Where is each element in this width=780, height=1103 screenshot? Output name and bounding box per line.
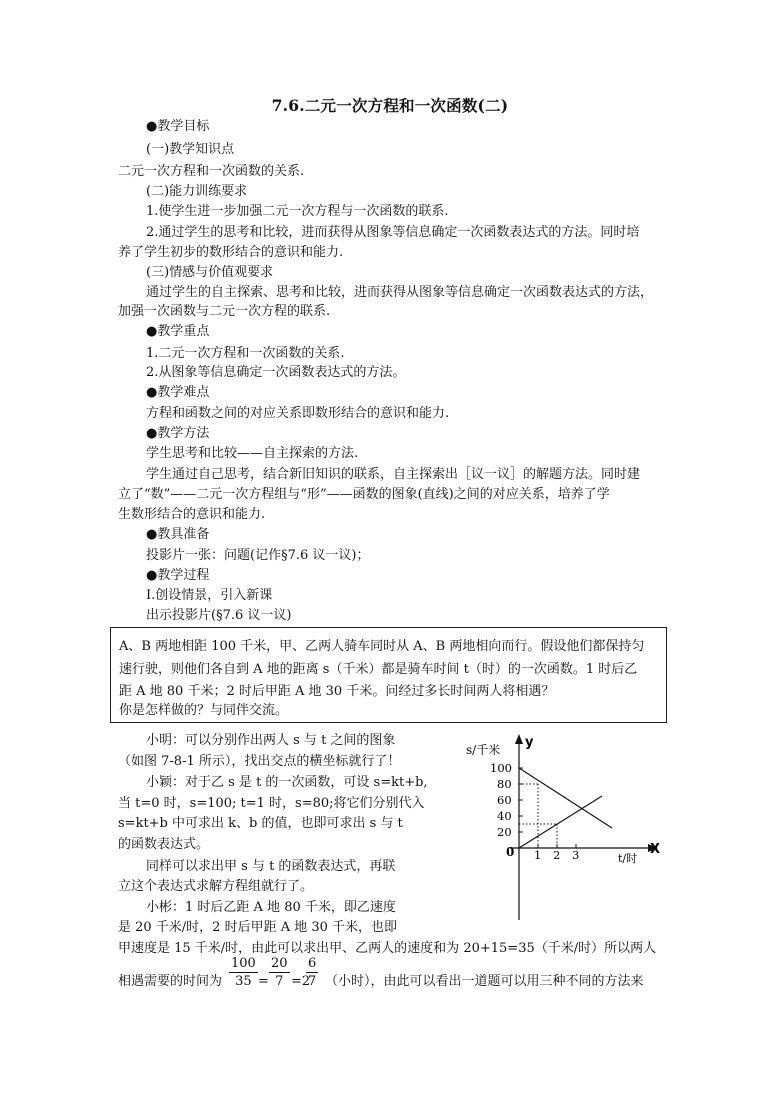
subheading: (一)教学知识点 [146,142,235,157]
section-heading: ●教具准备 [146,527,210,542]
paragraph: 小颖：对于乙 s 是 t 的一次函数，可设 s=kt+b, [146,775,428,790]
y-axis-arrow [515,734,523,744]
y-tick-label: 60 [497,793,512,807]
paragraph: 学生思考和比较——自主探索的方法. [146,446,359,461]
y-tick-label: 20 [497,825,512,839]
numerator: 6 [308,956,317,971]
paragraph: 加强一次函数与二元一次方程的联系. [118,304,331,319]
fraction-1 [229,955,258,990]
section-heading: ●教学难点 [146,385,210,400]
problem-box [110,627,667,723]
paragraph: 的函数表达式。 [118,837,210,852]
numerator: 100 [231,956,256,971]
distance-time-graph [464,730,674,930]
subheading: (三)情感与价值观要求 [146,265,274,280]
paragraph: 生数形结合的意识和能力. [118,507,266,522]
problem-line: A、B 两地相距 100 千米，甲、乙两人骑车同时从 A、B 两地相向而行。假设他们都保持匀 [119,639,645,654]
paragraph: 相遇需要的时间为 [118,974,223,989]
numerator: 20 [271,956,288,971]
paragraph: 养了学生初步的数形结合的意识和能力. [118,245,344,260]
origin-label: 0 [506,845,515,859]
paragraph: 当 t=0 时，s=100; t=1 时，s=80;将它们分别代入 [118,796,425,811]
section-heading: ●教学过程 [146,568,210,583]
paragraph: 二元一次方程和一次函数的关系. [118,164,305,179]
paragraph: 小彬：1 时后乙距 A 地 80 千米，即乙速度 [146,900,396,915]
paragraph: 出示投影片(§7.6 议一议) [146,608,292,623]
paragraph: 2.通过学生的思考和比较，进而获得从图象等信息确定一次函数表达式的方法。同时培 [146,225,640,240]
equals-two: =2 [291,974,311,989]
x-axis-unit: t/时 [618,852,638,865]
page-title: 7.6.二元一次方程和一次函数(二) [271,96,509,115]
paragraph: 立了“数”——二元一次方程组与“形”——函数的图象(直线)之间的对应关系，培养了学 [118,487,610,502]
paragraph: 方程和函数之间的对应关系即数形结合的意识和能力. [146,406,450,421]
denominator: 7 [308,974,317,989]
line-jia [519,796,602,848]
y-tick-label: 100 [490,761,512,775]
denominator: 35 [235,974,252,989]
y-axis-letter: y [525,735,534,750]
paragraph: （小时），由此可以看出一道题可以用三种不同的方法来 [325,974,644,989]
paragraph: 2.从图象等信息确定一次函数表达式的方法。 [146,365,406,380]
problem-line: 你是怎样做的？与同伴交流。 [119,703,289,718]
problem-line: 速行驶，则他们各自到 A 地的距离 s（千米）都是骑车时间 t（时）的一次函数。1 时后乙 [119,662,638,677]
y-axis-label: s/千米 [466,743,501,757]
paragraph: 投影片一张：问题(记作§7.6 议一议)； [146,548,370,563]
fraction-2 [269,955,290,990]
paragraph: 甲速度是 15 千米/时，由此可以求出甲、乙两人的速度和为 20+15=35（千米/时）所以两人 [118,941,657,956]
paragraph: 同样可以求出甲 s 与 t 的函数表达式，再联 [146,859,396,874]
denominator: 7 [275,974,284,989]
fraction-3 [306,955,318,990]
section-heading: ●教学重点 [146,324,210,339]
x-tick-label: 1 [534,848,542,862]
section-heading: ●教学目标 [146,119,210,134]
paragraph: 学生通过自己思考，结合新旧知识的联系，自主探索出［议一议］的解题方法。同时建 [146,467,641,482]
paragraph: （如图 7-8-1 所示），找出交点的横坐标就行了！ [118,754,401,769]
paragraph: 1.二元一次方程和一次函数的关系. [146,346,345,361]
paragraph: 通过学生的自主探索、思考和比较，进而获得从图象等信息确定一次函数表达式的方法， [146,285,654,300]
x-tick-label: 3 [572,848,580,862]
paragraph: 立这个表达式求解方程组就行了。 [118,879,314,894]
equals-sign: = [258,974,269,989]
x-tick-label: 2 [553,848,561,862]
section-heading: ●教学方法 [146,426,210,441]
subheading: (二)能力训练要求 [146,184,248,199]
y-tick-label: 80 [497,777,512,791]
x-axis-letter: X [650,842,661,857]
paragraph: 1.使学生进一步加强二元一次方程与一次函数的联系. [146,204,449,219]
y-tick-label: 40 [497,809,512,823]
paragraph: 是 20 千米/时，2 时后甲距 A 地 30 千米，也即 [118,920,398,935]
paragraph: s=kt+b 中可求出 k、b 的值，也即可求出 s 与 t [118,816,403,831]
paragraph: 小明：可以分别作出两人 s 与 t 之间的图象 [146,733,396,748]
paragraph: Ⅰ.创设情景，引入新课 [146,588,273,603]
problem-line: 距 A 地 80 千米；2 时后甲距 A 地 30 千米。问经过多长时间两人将相遇？ [119,684,555,699]
